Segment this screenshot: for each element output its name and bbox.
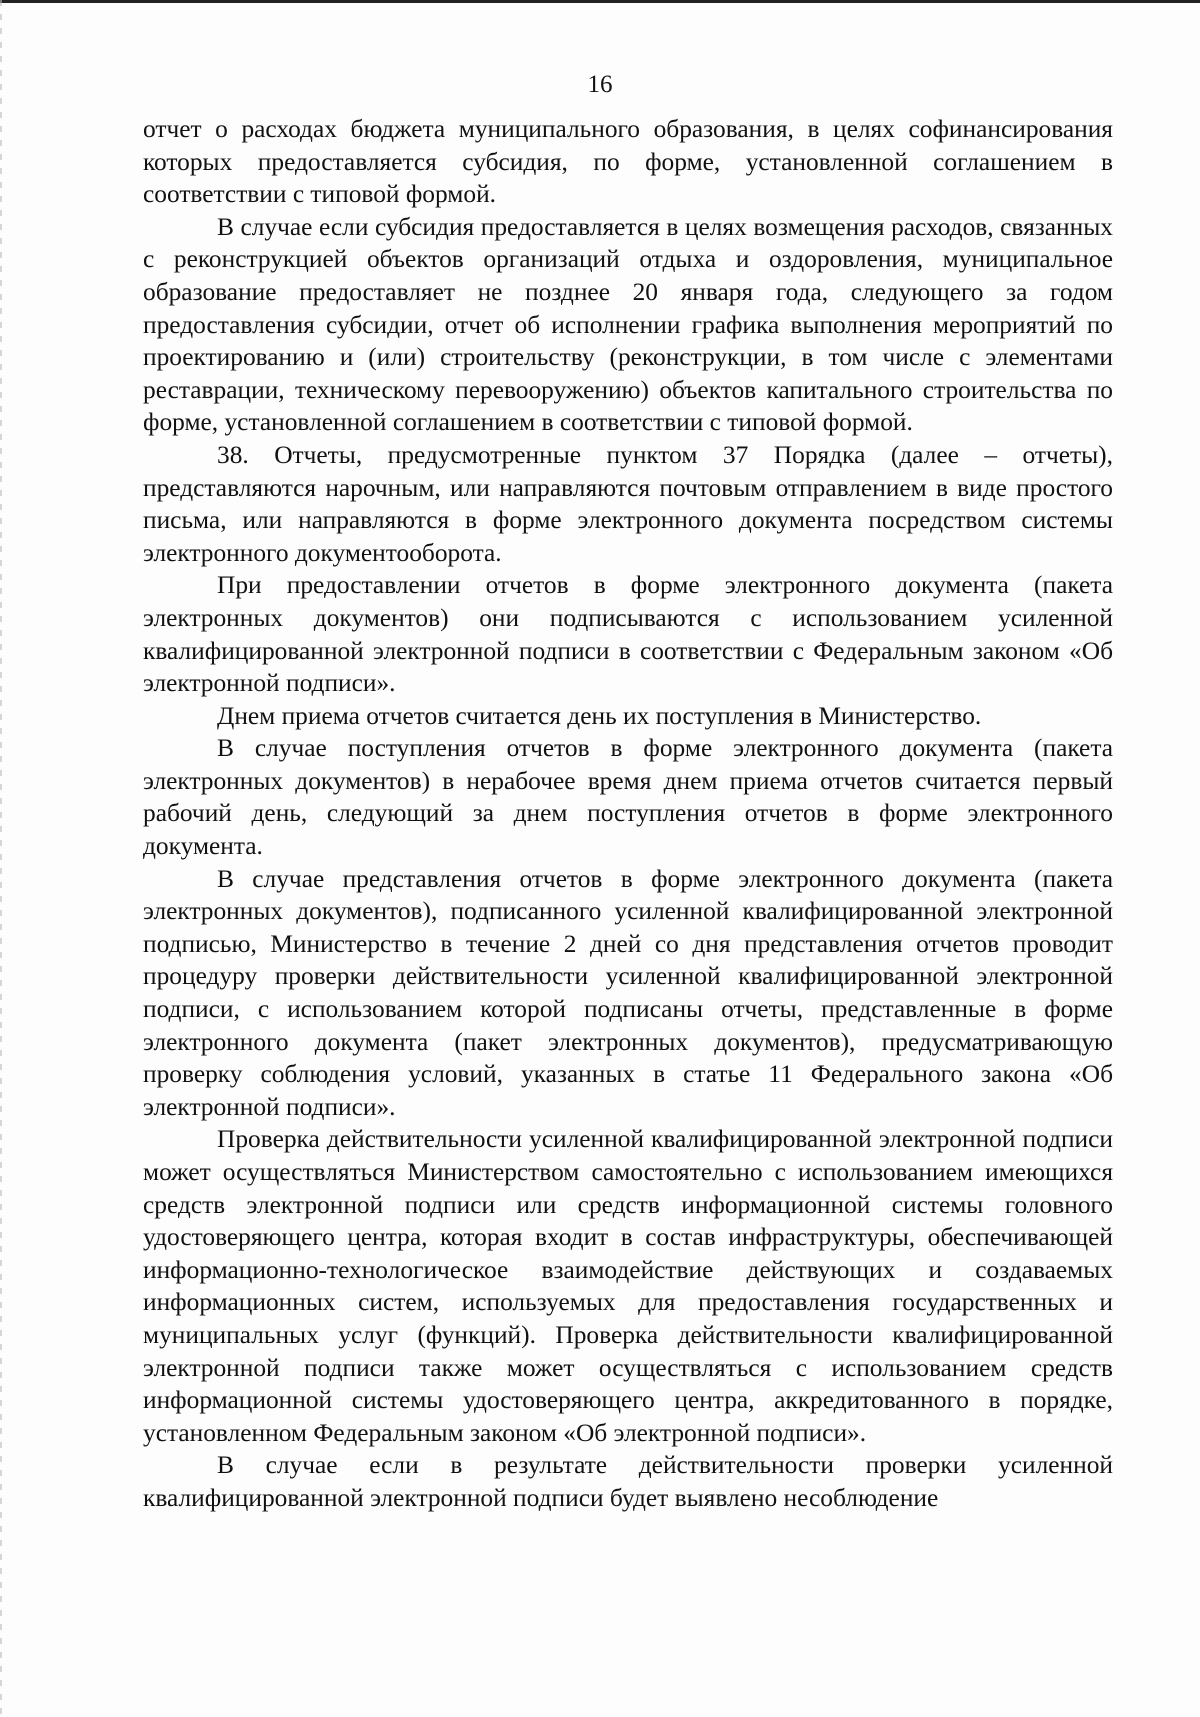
paragraph: Днем приема отчетов считается день их поступления в Министерство. bbox=[217, 701, 982, 730]
paragraph: В случае поступления отчетов в форме электронного документа (пакета электронных документов) в нерабочее время днем приема отчетов считается первый рабочий день, следующий за днем поступления отчетов в форме электронного документа. bbox=[143, 734, 1113, 861]
document-body bbox=[143, 113, 1113, 1515]
paragraph-item-38: 38. Отчеты, предусмотренные пунктом 37 Порядка (далее – отчеты), представляются нарочным, или направляются почтовым отправлением в виде простого письма, или направляются в форме электронного документа посредством системы электронного документооборота. bbox=[143, 440, 1113, 567]
page-left-edge bbox=[0, 0, 2, 1717]
paragraph: В случае представления отчетов в форме электронного документа (пакета электронных документов), подписанного усиленной квалифицированной электронной подписью, Министерство в течение 2 дней со дня представления отчетов проводит процедуру проверки действительности усиленной квалифицированной электронной подписи, с использованием которой подписаны отчеты, представленные в форме электронного документа (пакет электронных документов), предусматривающую проверку соблюдения условий, указанных в статье 11 Федерального закона «Об электронной подписи». bbox=[143, 864, 1113, 1121]
page-number: 16 bbox=[587, 71, 613, 98]
paragraph: В случае если в результате действительности проверки усиленной квалифицированной электронной подписи будет выявлено несоблюдение bbox=[143, 1451, 1113, 1512]
paragraph-continuation: отчет о расходах бюджета муниципального образования, в целях софинансирования которых предоставляется субсидия, по форме, установленной соглашением в соответствии с типовой формой. bbox=[143, 115, 1113, 209]
page-top-border bbox=[0, 0, 1200, 3]
paragraph: В случае если субсидия предоставляется в целях возмещения расходов, связанных с реконструкцией объектов организаций отдыха и оздоровления, муниципальное образование предоставляет не позднее 20 января года, следующего за годом предоставления субсидии, отчет об исполнении графика выполнения мероприятий по проектированию и (или) строительству (реконструкции, в том числе с элементами реставрации, техническому перевооружению) объектов капитального строительства по форме, установленной соглашением в соответствии с типовой формой. bbox=[143, 212, 1113, 437]
paragraph: При предоставлении отчетов в форме электронного документа (пакета электронных документов) они подписываются с использованием усиленной квалифицированной электронной подписи в соответствии с Федеральным законом «Об электронной подписи». bbox=[143, 571, 1113, 698]
paragraph: Проверка действительности усиленной квалифицированной электронной подписи может осуществляться Министерством самостоятельно с использованием имеющихся средств электронной подписи или средств информационной системы головного удостоверяющего центра, которая входит в состав инфраструктуры, обеспечивающей информационно-технологическое взаимодействие действующих и создаваемых информационных систем, используемых для предоставления государственных и муниципальных услуг (функций). Проверка действительности квалифицированной электронной подписи также может осуществляться с использованием средств информационной системы удостоверяющего центра, аккредитованного в порядке, установленном Федеральным законом «Об электронной подписи». bbox=[143, 1125, 1113, 1447]
